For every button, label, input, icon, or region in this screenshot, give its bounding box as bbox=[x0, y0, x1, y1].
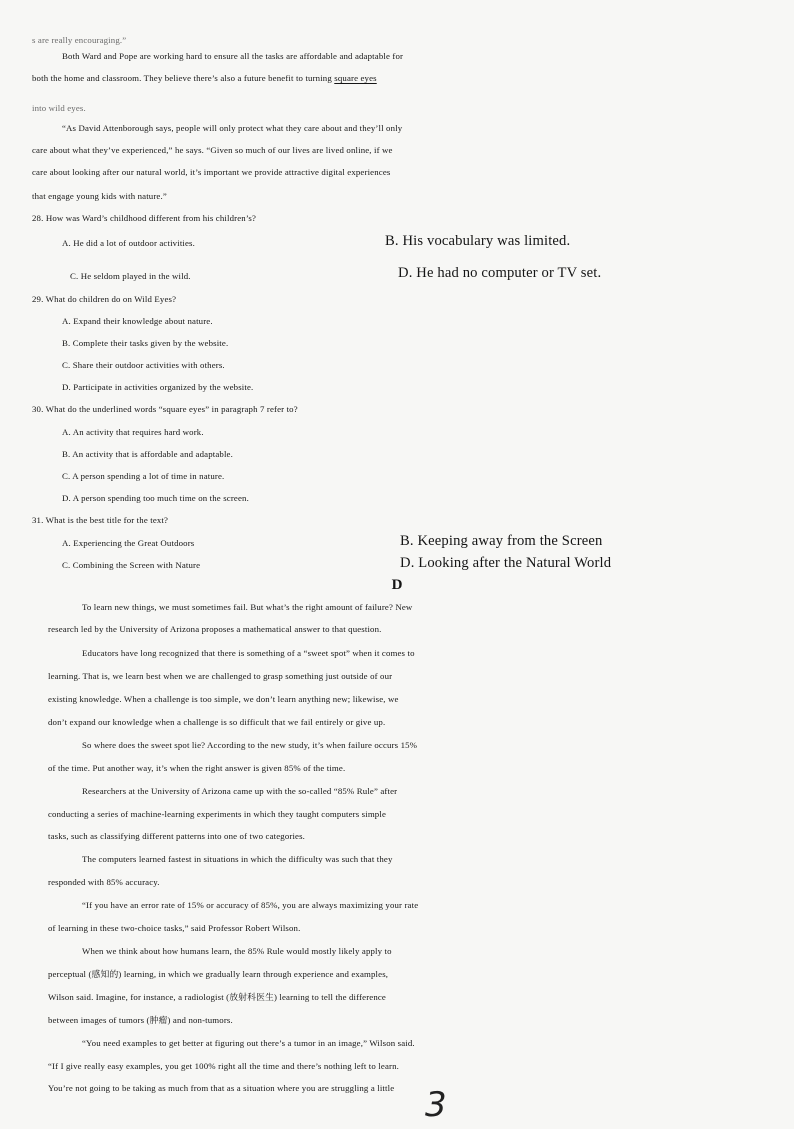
passage-d-line: tasks, such as classifying different patterns into one of two categories. bbox=[48, 831, 306, 841]
passage-d-line: Researchers at the University of Arizona came up with the so-called “85% Rule” after bbox=[82, 786, 398, 796]
passage-c-line: Both Ward and Pope are working hard to ensure all the tasks are affordable and adaptable for bbox=[62, 51, 404, 61]
q30-option-d: D. A person spending too much time on the screen. bbox=[62, 493, 249, 503]
passage-d-line: Wilson said. Imagine, for instance, a radiologist (放射科医生) learning to tell the difference bbox=[48, 992, 386, 1002]
passage-d-line: The computers learned fastest in situations in which the difficulty was such that they bbox=[82, 854, 393, 864]
q28-option-d: D. He had no computer or TV set. bbox=[398, 265, 602, 281]
passage-c-line: care about what they’ve experienced,” he says. “Given so much of our lives are lived online, if we bbox=[32, 145, 393, 155]
q31-option-a: A. Experiencing the Great Outdoors bbox=[62, 538, 195, 548]
question-29: 29. What do children do on Wild Eyes? bbox=[32, 294, 177, 304]
passage-c-line: “As David Attenborough says, people will only protect what they care about and they’ll only bbox=[62, 123, 403, 133]
passage-d-line: research led by the University of Arizona proposes a mathematical answer to that question. bbox=[48, 624, 382, 634]
question-31: 31. What is the best title for the text? bbox=[32, 515, 169, 525]
q28-option-b: B. His vocabulary was limited. bbox=[385, 233, 571, 249]
passage-d-line: don’t expand our knowledge when a challenge is so difficult that we fail entirely or give up. bbox=[48, 717, 386, 727]
q29-option-c: C. Share their outdoor activities with others. bbox=[62, 360, 225, 370]
q29-option-b: B. Complete their tasks given by the website. bbox=[62, 338, 229, 348]
question-28: 28. How was Ward’s childhood different from his children’s? bbox=[32, 213, 257, 223]
question-30: 30. What do the underlined words “square eyes” in paragraph 7 refer to? bbox=[32, 404, 298, 414]
passage-c-line: both the home and classroom. They believe there’s also a future benefit to turning square eyes bbox=[32, 73, 377, 83]
q30-option-a: A. An activity that requires hard work. bbox=[62, 427, 204, 437]
passage-d-line: You’re not going to be taking as much from that as a situation where you are struggling a little bbox=[48, 1083, 395, 1093]
passage-d-line: “You need examples to get better at figuring out there’s a tumor in an image,” Wilson said. bbox=[82, 1038, 415, 1048]
q31-option-d: D. Looking after the Natural World bbox=[400, 555, 612, 571]
passage-d-line: conducting a series of machine-learning experiments in which they taught computers simple bbox=[48, 809, 387, 819]
passage-d-line: between images of tumors (肿瘤) and non-tumors. bbox=[48, 1015, 233, 1025]
passage-d-line: So where does the sweet spot lie? According to the new study, it’s when failure occurs 15% bbox=[82, 740, 418, 750]
page-number: 3 bbox=[425, 1085, 447, 1125]
passage-d-line: To learn new things, we must sometimes fail. But what’s the right amount of failure? New bbox=[82, 602, 413, 612]
passage-d-line: Educators have long recognized that there is something of a “sweet spot” when it comes to bbox=[82, 648, 415, 658]
q31-option-b: B. Keeping away from the Screen bbox=[400, 533, 603, 549]
passage-c-line: into wild eyes. bbox=[32, 103, 86, 113]
passage-d-line: responded with 85% accuracy. bbox=[48, 877, 160, 887]
passage-d-line: learning. That is, we learn best when we are challenged to grasp something just outside of our bbox=[48, 671, 393, 681]
q28-option-c: C. He seldom played in the wild. bbox=[70, 271, 191, 281]
passage-c-line: that engage young kids with nature.” bbox=[32, 191, 167, 201]
q28-option-a: A. He did a lot of outdoor activities. bbox=[62, 238, 195, 248]
passage-d-line: of the time. Put another way, it’s when the right answer is given 85% of the time. bbox=[48, 763, 346, 773]
q30-option-c: C. A person spending a lot of time in nature. bbox=[62, 471, 225, 481]
passage-c-line: care about looking after our natural world, it’s important we provide attractive digital experiences bbox=[32, 167, 391, 177]
passage-d-line: “If I give really easy examples, you get 100% right all the time and there’s nothing left to learn. bbox=[48, 1061, 399, 1071]
passage-d-line: perceptual (感知的) learning, in which we gradually learn through experience and examples, bbox=[48, 969, 389, 979]
passage-d-line: When we think about how humans learn, the 85% Rule would mostly likely apply to bbox=[82, 946, 392, 956]
q29-option-a: A. Expand their knowledge about nature. bbox=[62, 316, 213, 326]
q29-option-d: D. Participate in activities organized by the website. bbox=[62, 382, 254, 392]
passage-c-line: s are really encouraging.” bbox=[32, 35, 127, 45]
passage-d-line: “If you have an error rate of 15% or accuracy of 85%, you are always maximizing your rate bbox=[82, 900, 419, 910]
passage-d-line: of learning in these two-choice tasks,” said Professor Robert Wilson. bbox=[48, 923, 301, 933]
q30-option-b: B. An activity that is affordable and adaptable. bbox=[62, 449, 233, 459]
passage-d-line: existing knowledge. When a challenge is too simple, we don’t learn anything new; likewise, we bbox=[48, 694, 399, 704]
section-d-title: D bbox=[391, 577, 403, 593]
underlined-square-eyes: square eyes bbox=[334, 73, 377, 83]
q31-option-c: C. Combining the Screen with Nature bbox=[62, 560, 201, 570]
